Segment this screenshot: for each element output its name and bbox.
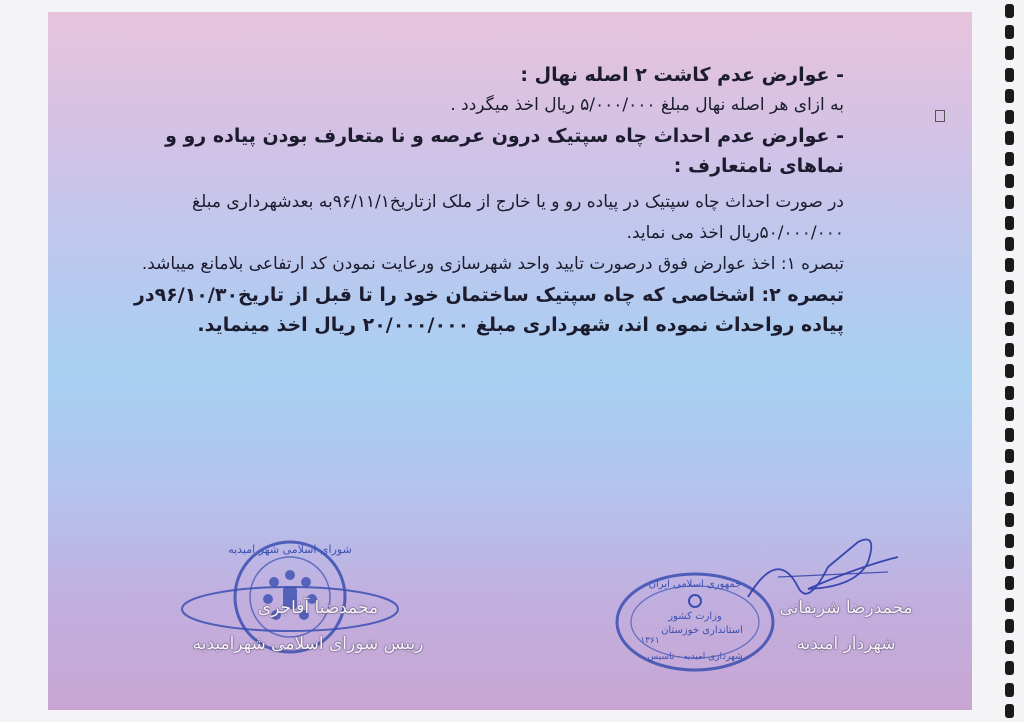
- binder-hole: [1005, 301, 1014, 315]
- binder-hole: [1005, 174, 1014, 188]
- heading-septic: - عوارض عدم احداث چاه سپتیک درون عرصه و نا متعارف بودن پیاده رو و نماهای نامتعارف :: [165, 125, 844, 177]
- binder-hole: [1005, 407, 1014, 421]
- binder-hole: [1005, 4, 1014, 18]
- mayor-stamp-top: جمهوری اسلامی ایران: [648, 579, 742, 590]
- binder-hole: [1005, 322, 1014, 336]
- body-sapling: به ازای هر اصله نهال مبلغ ۵/۰۰۰/۰۰۰ ریال اخذ میگردد .: [450, 95, 844, 115]
- note-2: تبصره ۲: اشخاصی که چاه سپتیک ساختمان خود را تا قبل از تاریخ۹۶/۱۰/۳۰در پیاده رواحداث نموده اند، شهرداری مبلغ ۲۰/۰۰۰/۰۰۰ ریال اخذ مینماید.: [133, 284, 844, 336]
- binder-hole: [1005, 683, 1014, 697]
- binder-hole: [1005, 89, 1014, 103]
- body-septic: در صورت احداث چاه سپتیک در پیاده رو و یا خارج از ملک ازتاریخ۹۶/۱۱/۱به بعدشهرداری مبلغ ۵۰/۰۰۰/۰۰۰ریال اخذ می نماید.: [192, 192, 844, 243]
- binder-hole: [1005, 195, 1014, 209]
- binder-hole: [1005, 428, 1014, 442]
- document-page: [48, 12, 972, 710]
- mayor-name: محمدرضا شریفانی: [779, 598, 913, 618]
- binder-hole: [1005, 470, 1014, 484]
- binder-hole: [1005, 555, 1014, 569]
- binder-hole: [1005, 258, 1014, 272]
- binder-hole: [1005, 661, 1014, 675]
- mayor-stamp-year: ۱۳۶۱: [640, 636, 660, 646]
- mayor-stamp-bottom: شهرداری امیدیه - تاسیس: [647, 652, 743, 662]
- council-stamp-text: شورای اسلامی شهر امیدیه: [228, 543, 352, 556]
- binder-hole: [1005, 110, 1014, 124]
- binder-holes: [1002, 0, 1016, 722]
- binder-hole: [1005, 534, 1014, 548]
- note-1: تبصره ۱: اخذ عوارض فوق درصورت تایید واحد شهرسازی ورعایت نمودن کد ارتفاعی بلامانع میباشد.: [141, 254, 844, 274]
- binder-hole: [1005, 513, 1014, 527]
- binder-hole: [1005, 492, 1014, 506]
- mayor-stamp-line2: استانداری خوزستان: [661, 625, 743, 636]
- binder-hole: [1005, 46, 1014, 60]
- binder-hole: [1005, 152, 1014, 166]
- mayor-title: شهردار امیدیه: [796, 634, 896, 654]
- heading-sapling: - عوارض عدم کاشت ۲ اصله نهال :: [520, 64, 844, 86]
- binder-hole: [1005, 364, 1014, 378]
- binder-hole: [1005, 68, 1014, 82]
- binder-hole: [1005, 386, 1014, 400]
- binder-hole: [1005, 280, 1014, 294]
- binder-hole: [1005, 25, 1014, 39]
- binder-hole: [1005, 131, 1014, 145]
- binder-hole: [1005, 576, 1014, 590]
- binder-hole: [1005, 449, 1014, 463]
- binder-hole: [1005, 343, 1014, 357]
- binder-hole: [1005, 640, 1014, 654]
- binder-hole: [1005, 237, 1014, 251]
- mayor-stamp-line1: وزارت کشور: [668, 611, 722, 622]
- checkbox-mark: [935, 110, 945, 122]
- binder-hole: [1005, 598, 1014, 612]
- document-text: [124, 60, 844, 340]
- binder-hole: [1005, 619, 1014, 633]
- binder-hole: [1005, 704, 1014, 718]
- council-head-title: رییس شورای اسلامی شهرامیدیه: [192, 634, 424, 654]
- council-head-name: محمدضیا آقاجری: [257, 598, 379, 618]
- binder-hole: [1005, 216, 1014, 230]
